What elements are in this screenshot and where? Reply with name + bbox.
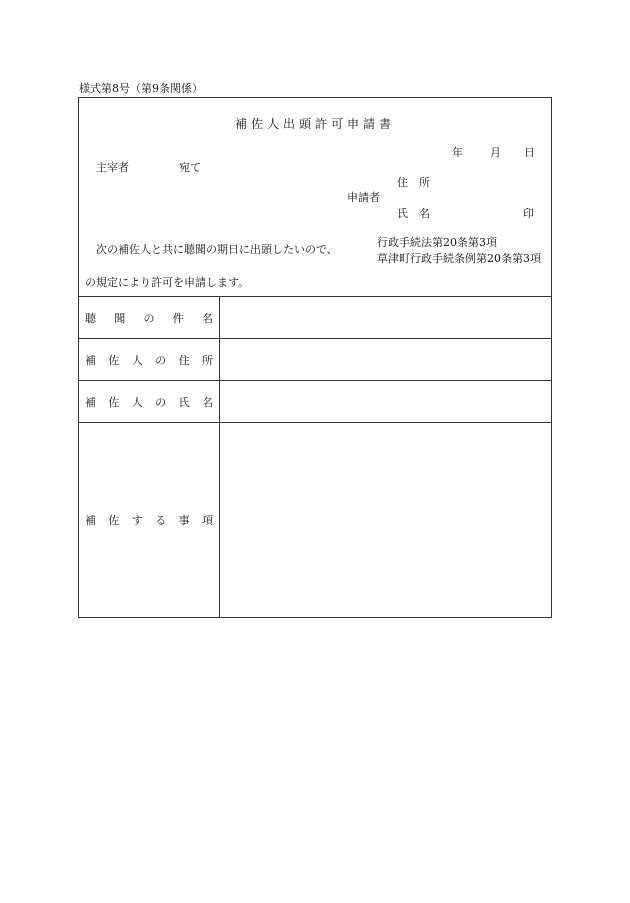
seal-mark: 印 — [523, 207, 534, 220]
hearing-case-field[interactable] — [220, 297, 551, 338]
date-day-label: 日 — [524, 146, 535, 159]
label-char: 所 — [201, 354, 213, 367]
date-month-label: 月 — [490, 146, 501, 159]
label-char: る — [155, 514, 167, 527]
row-label-assisted-matters — [85, 512, 213, 528]
label-char: 氏 — [178, 396, 190, 409]
label-char: の — [155, 396, 167, 409]
label-char: 補 — [85, 354, 96, 367]
body-text-line1: 次の補佐人と共に聴聞の期日に出頭したいので、 — [96, 243, 338, 256]
row-label-assistant-name — [85, 394, 213, 410]
body-text-line2: の規定により許可を申請します。 — [85, 276, 250, 289]
label-char: 項 — [201, 514, 213, 527]
label-char: 件 — [172, 312, 184, 325]
label-char: 佐 — [108, 354, 120, 367]
label-char: 人 — [131, 354, 143, 367]
label-char: 補 — [85, 396, 96, 409]
row-label-assistant-address — [85, 352, 213, 368]
law-reference-1: 行政手続法第20条第3項 — [377, 236, 497, 249]
label-char: の — [155, 354, 167, 367]
label-char: 事 — [178, 514, 190, 527]
application-form — [78, 97, 552, 618]
label-char: 佐 — [108, 396, 120, 409]
applicant-name-label: 氏 名 — [397, 207, 430, 220]
applicant-address-label: 住 所 — [397, 176, 430, 189]
law-reference-2: 草津町行政手続条例第20条第3項 — [377, 252, 541, 265]
assistant-address-field[interactable] — [220, 339, 551, 380]
assistant-name-field[interactable] — [220, 381, 551, 422]
assisted-matters-field[interactable] — [220, 423, 551, 617]
label-char: 名 — [202, 312, 213, 325]
addressee-suffix: 宛て — [179, 161, 201, 174]
label-char: 聴 — [85, 312, 96, 325]
label-char: 補 — [85, 514, 96, 527]
form-title: 補佐人出頭許可申請書 — [234, 117, 395, 131]
label-char: の — [143, 312, 155, 325]
label-char: 名 — [201, 396, 213, 409]
label-char: 佐 — [108, 514, 120, 527]
label-char: 人 — [131, 396, 143, 409]
applicant-label: 申請者 — [347, 191, 380, 204]
addressee-label: 主宰者 — [96, 161, 129, 174]
form-number: 様式第8号（第9条関係） — [79, 82, 203, 95]
label-char: す — [131, 514, 143, 527]
label-char: 聞 — [114, 312, 126, 325]
label-char: 住 — [178, 354, 190, 367]
row-label-hearing-case — [85, 310, 213, 326]
date-year-label: 年 — [452, 146, 463, 159]
